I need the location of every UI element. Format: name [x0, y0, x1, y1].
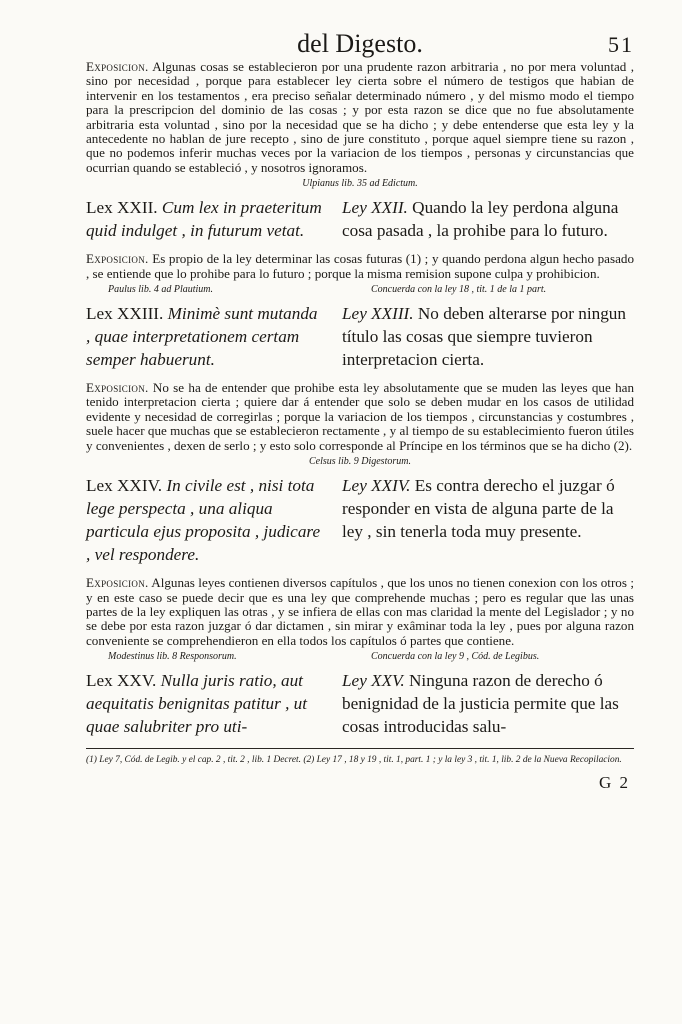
law-pair	[86, 302, 634, 371]
source-right: Concuerda con la ley 9 , Cód. de Legibus.	[371, 651, 540, 663]
spanish-law-number: Ley XXV.	[342, 671, 405, 691]
latin-law-text: In civile est , nisi tota lege perspecta , una aliqua particula ejus proposita , judicare , vel respondere.	[86, 476, 321, 565]
law-pair	[86, 669, 634, 738]
spanish-law-number: Ley XXIV.	[342, 476, 411, 496]
printer-signature: G 2	[598, 772, 630, 792]
source-left: Paulus lib. 4 ad Plautium.	[108, 284, 213, 296]
exposicion-paragraph	[86, 381, 634, 453]
page-number: 51	[608, 32, 634, 57]
source-citation	[86, 281, 634, 298]
exposicion-label: Exposicion.	[86, 251, 149, 267]
law-pair	[86, 474, 634, 566]
spanish-law-text: Ninguna razon de derecho ó benignidad de la justicia permite que las cosas introducidas salu-	[342, 671, 619, 737]
source-citation	[86, 648, 634, 665]
exposicion-paragraph	[86, 576, 634, 648]
source-citation	[86, 175, 634, 192]
latin-law	[86, 196, 324, 242]
law-pair	[86, 196, 634, 242]
exposicion-label: Exposicion.	[86, 575, 149, 591]
spanish-law	[342, 196, 634, 242]
running-title: del Digesto.	[297, 29, 423, 58]
spanish-law-number: Ley XXIII.	[342, 304, 414, 324]
exposicion-text: Algunas leyes contienen diversos capítulos , que los unos no tienen conexion con los otros ; y en este caso se puede decir que es una ley que comprehende muchas ; pero es regular que las unas partes de la ley expliquen las otras , y se infiera de ellas con mas claridad la mente del Legislador ; y no se debe por esta razon juzgar ó dar dictamen , sin mirar y exâminar toda la ley , pues por alguna razon conveniente se comprehendieron en ella todos los capítulos ó partes que contiene.	[86, 575, 634, 648]
latin-law-number: Lex XXIV.	[86, 476, 163, 496]
exposicion-label: Exposicion.	[86, 380, 149, 396]
latin-law	[86, 669, 324, 738]
source-citation	[86, 453, 634, 470]
document-page	[86, 28, 634, 793]
spanish-law-text: Es contra derecho el juzgar ó responder en vista de alguna parte de la ley , sin tenerla toda muy presente.	[342, 476, 615, 542]
page-header	[86, 28, 634, 60]
source-left: Modestinus lib. 8 Responsorum.	[108, 651, 237, 663]
exposicion-label: Exposicion.	[86, 59, 149, 74]
latin-law-number: Lex XXII.	[86, 198, 158, 218]
exposicion-text: Es propio de la ley determinar las cosas futuras (1) ; y quando perdona algun hecho pasado , se entiende que lo prohibe para lo futuro ; porque la misma remision supone culpa y prohibicion.	[86, 251, 634, 281]
footnote-rule	[86, 748, 634, 749]
spanish-law-text: No deben alterarse por ningun título las cosas que siempre tuvieron interpretacion cierta.	[342, 304, 626, 370]
latin-law-text: Cum lex in praeteritum quid indulget , in futurum vetat.	[86, 198, 322, 241]
latin-law-number: Lex XXV.	[86, 671, 157, 691]
latin-law-text: Minimè sunt mutanda , quae interpretationem certam semper habuerunt.	[86, 304, 318, 370]
exposicion-text: Algunas cosas se establecieron por una prudente razon arbitraria , no por mera voluntad , sino por necesidad , porque para establecer ley cierta sobre el número de testigos que habian de intervenir en los testamentos , era preciso señalar determinado número , y del mismo modo el tiempo para la prescripcion del dominio de las cosas ; y por esta razon se dice que no fue absolutamente arbitraria esta voluntad , sino por la necesidad que se ha dicho ; y debe entenderse que esta ley y la antecedente no hablan de jure recepto , sino de jure constituto , porque aquel siempre tiene su razon , que no podemos inferir muchas veces por la variacion de los tiempos , personas y circunstancias que ocurrian quando se estableció , y nosotros ignoramos.	[86, 59, 634, 175]
exposicion-text: No se ha de entender que prohibe esta ley absolutamente que se muden las leyes que han tenido interpretacion cierta ; quiere dar á entender que solo se deben mudar en los casos de utilidad evidente y necesidad de corregirlas ; porque la variacion de los tiempos , circunstancias y costumbres , suele hacer que muchas que se establecieron rectamente , y al tiempo de su establecimiento fueron útiles y convenientes , dexen de serlo ; y esto solo corresponde al Príncipe en los términos que se ha dicho (2).	[86, 380, 634, 453]
source-right: Concuerda con la ley 18 , tit. 1 de la 1 part.	[371, 284, 547, 296]
exposicion-paragraph	[86, 60, 634, 175]
source-center: Ulpianus lib. 35 ad Edictum.	[302, 178, 418, 190]
latin-law-text: Nulla juris ratio, aut aequitatis benignitas patitur , ut quae salubriter pro uti-	[86, 671, 308, 737]
spanish-law	[342, 474, 634, 566]
latin-law-number: Lex XXIII.	[86, 304, 164, 324]
exposicion-paragraph	[86, 252, 634, 281]
latin-law	[86, 302, 324, 371]
latin-law	[86, 474, 324, 566]
spanish-law-text: Quando la ley perdona alguna cosa pasada , la prohibe para lo futuro.	[342, 198, 619, 241]
spanish-law-number: Ley XXII.	[342, 198, 408, 218]
footnotes: (1) Ley 7, Cód. de Legib. y el cap. 2 , tit. 2 , lib. 1 Decret. (2) Ley 17 , 18 y 19 , tit. 1, part. 1 ; y la ley 3 , tit. 1, lib. 2 de la Nueva Recopilacion.	[86, 755, 622, 766]
spanish-law	[342, 302, 634, 371]
source-center: Celsus lib. 9 Digestorum.	[309, 456, 411, 468]
spanish-law	[342, 669, 634, 738]
